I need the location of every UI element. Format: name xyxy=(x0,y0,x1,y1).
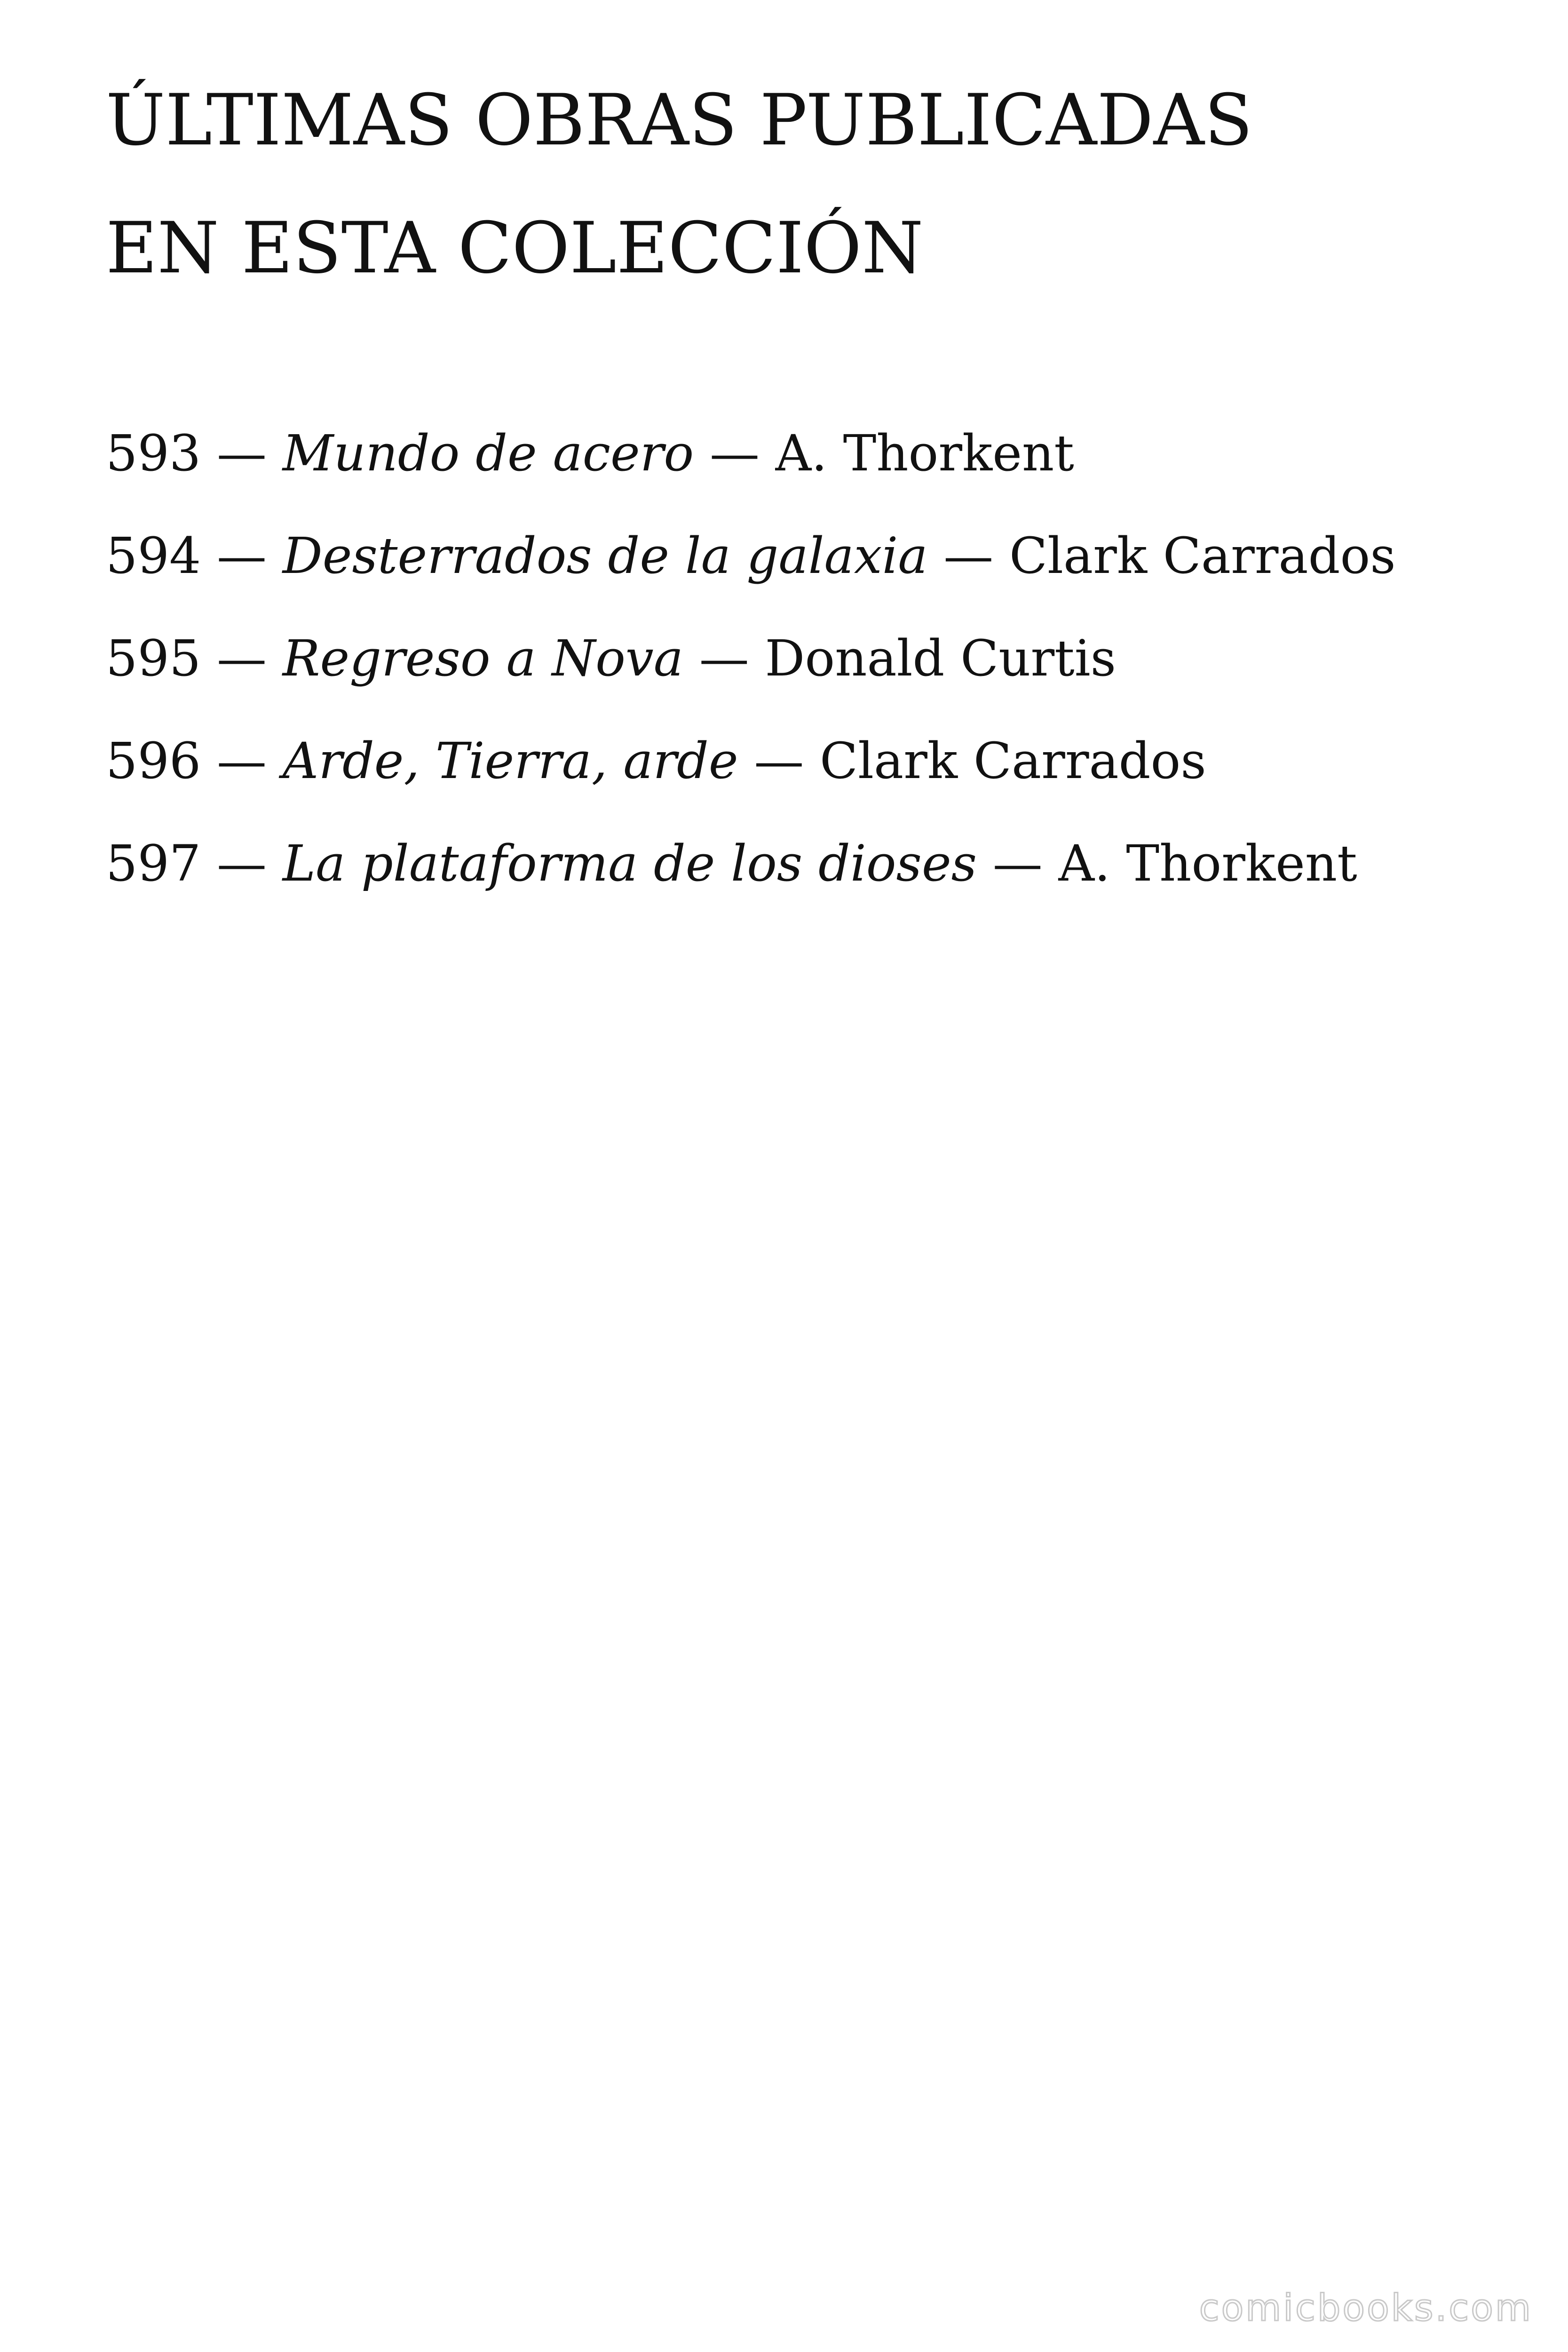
list-item xyxy=(106,812,1396,915)
list-item xyxy=(106,505,1396,607)
work-title: La plataforma de los dioses xyxy=(282,834,977,892)
work-author: Clark Carrados xyxy=(1009,527,1396,585)
separator: — xyxy=(992,834,1043,892)
work-title: Desterrados de la galaxia xyxy=(282,527,928,585)
separator: — xyxy=(217,424,267,482)
heading-line-1: ÚLTIMAS OBRAS PUBLICADAS xyxy=(106,79,1253,161)
work-author: A. Thorkent xyxy=(1058,834,1357,892)
work-number: 593 xyxy=(106,424,201,482)
watermark-text: comicbooks.com xyxy=(1199,2287,1533,2329)
separator: — xyxy=(217,629,267,687)
page-heading xyxy=(106,56,1253,312)
separator: — xyxy=(754,732,804,790)
list-item xyxy=(106,402,1396,505)
separator: — xyxy=(699,629,749,687)
work-author: Donald Curtis xyxy=(765,629,1117,687)
work-title: Regreso a Nova xyxy=(282,629,683,687)
work-number: 597 xyxy=(106,834,201,892)
separator: — xyxy=(709,424,760,482)
list-item xyxy=(106,710,1396,812)
work-number: 595 xyxy=(106,629,201,687)
separator: — xyxy=(217,527,267,585)
works-list xyxy=(106,402,1396,915)
work-title: Arde, Tierra, arde xyxy=(282,732,738,790)
work-number: 596 xyxy=(106,732,201,790)
separator: — xyxy=(217,834,267,892)
work-number: 594 xyxy=(106,527,201,585)
work-author: A. Thorkent xyxy=(775,424,1074,482)
separator: — xyxy=(217,732,267,790)
work-title: Mundo de acero xyxy=(282,424,694,482)
list-item xyxy=(106,607,1396,710)
separator: — xyxy=(943,527,994,585)
heading-line-2: EN ESTA COLECCIÓN xyxy=(106,207,924,289)
work-author: Clark Carrados xyxy=(820,732,1206,790)
